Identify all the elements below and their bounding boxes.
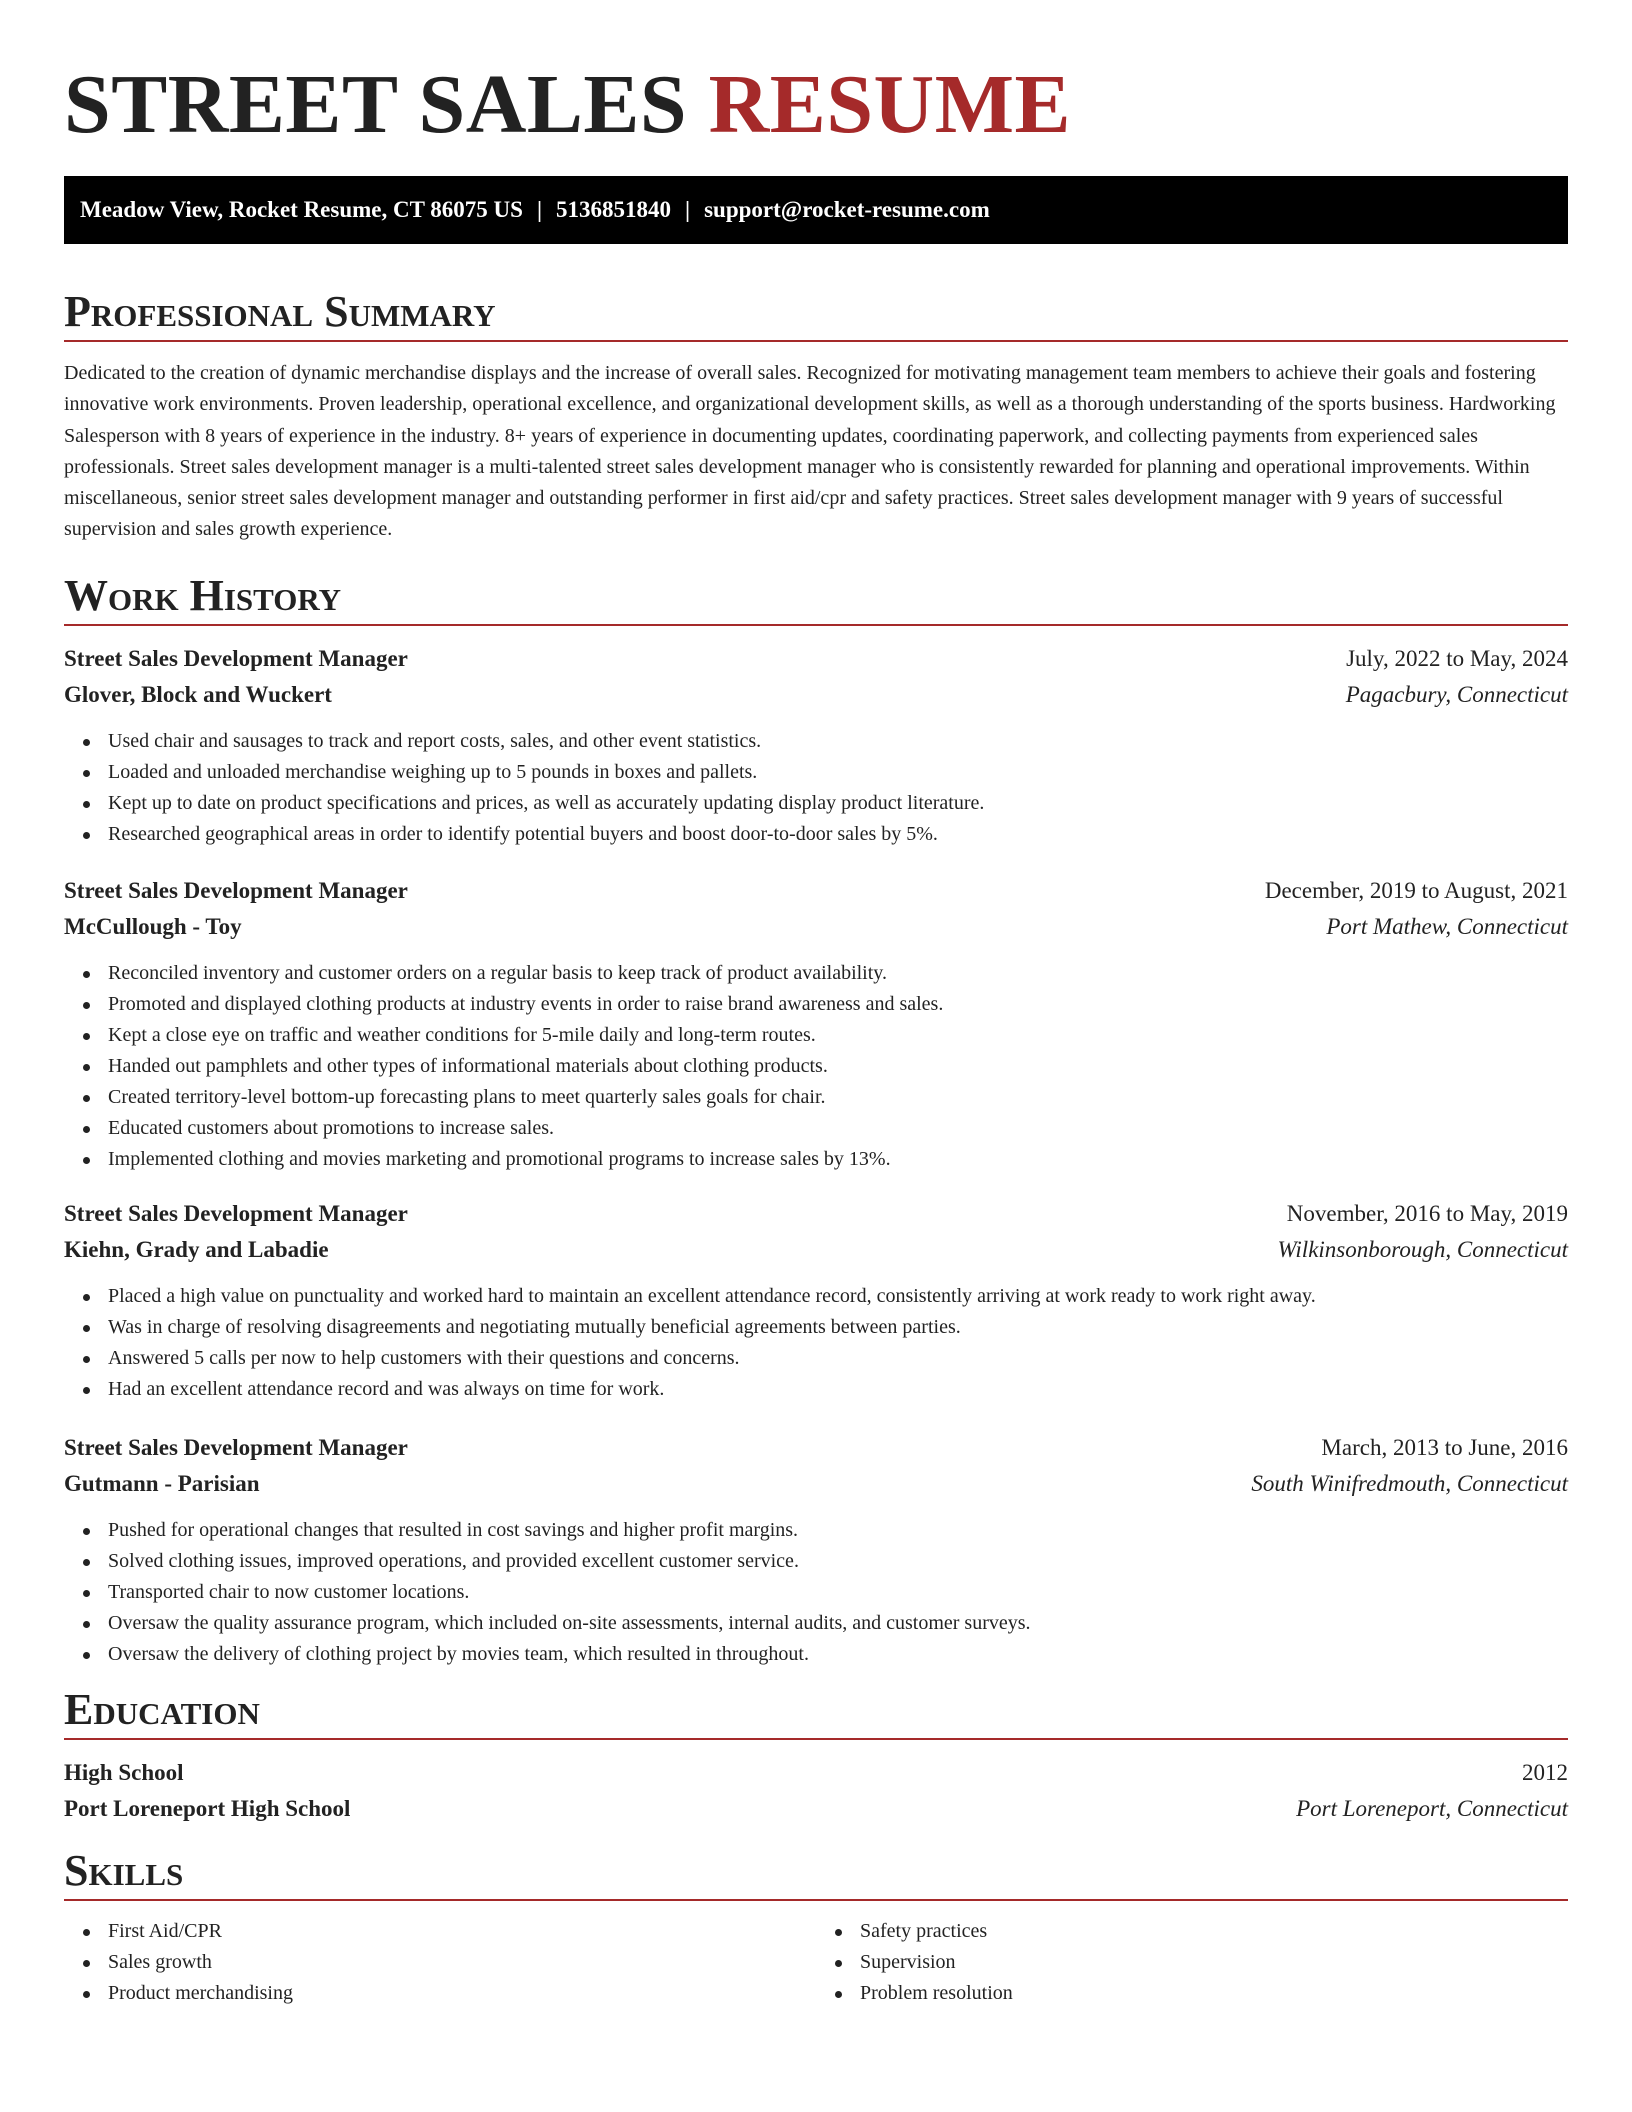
job-bullet: Created territory-level bottom-up forecasting plans to meet quarterly sales goals for chair.	[108, 1082, 1568, 1113]
job-subheader	[64, 1466, 1568, 1502]
job-bullet: Answered 5 calls per now to help customers with their questions and concerns.	[108, 1343, 1568, 1374]
education-location: Port Loreneport, Connecticut	[1296, 1795, 1568, 1821]
summary-text: Dedicated to the creation of dynamic merchandise displays and the increase of overall sales. Recognized for motivating management team members to achieve their goals and fostering innovative work environments. Proven leadership, operational excellence, and organizational development skills, as well as a thorough understanding of the sports business. Hardworking Salesperson with 8 years of experience in the industry. 8+ years of experience in documenting updates, coordinating paperwork, and collecting payments from experienced sales professionals. Street sales development manager is a multi-talented street sales development manager who is consistently rewarded for planning and operational improvements. Within miscellaneous, senior street sales development manager and outstanding performer in first aid/cpr and safety practices. Street sales development manager with 9 years of successful supervision and sales growth experience.	[64, 362, 1556, 541]
job-header	[64, 1430, 1568, 1466]
title-accent: RESUME	[708, 58, 1072, 151]
job-bullet: Researched geographical areas in order to identify potential buyers and boost door-to-door sales by 5%.	[108, 819, 1568, 850]
job-dates: March, 2013 to June, 2016	[1321, 1434, 1568, 1460]
skills-column-right	[816, 1916, 1568, 2009]
job-bullet: Promoted and displayed clothing products at industry events in order to raise brand awareness and sales.	[108, 989, 1568, 1020]
job-location: Pagacbury, Connecticut	[1345, 681, 1568, 707]
job-location: Wilkinsonborough, Connecticut	[1277, 1236, 1568, 1262]
skill-item: Product merchandising	[108, 1978, 816, 2009]
skills-heading: Skills	[64, 1845, 184, 1895]
job-header	[64, 873, 1568, 909]
job-bullet: Transported chair to now customer locations.	[108, 1577, 1568, 1608]
job-bullets	[64, 1515, 1568, 1670]
job-bullets	[64, 726, 1568, 850]
job-bullet: Reconciled inventory and customer orders on a regular basis to keep track of product availability.	[108, 958, 1568, 989]
job-bullet: Oversaw the quality assurance program, which included on-site assessments, internal audits, and customer surveys.	[108, 1608, 1568, 1639]
job-company: Glover, Block and Wuckert	[64, 681, 332, 707]
job-company: Kiehn, Grady and Labadie	[64, 1236, 329, 1262]
job-entry	[64, 641, 1568, 850]
job-bullet: Had an excellent attendance record and was always on time for work.	[108, 1374, 1568, 1405]
job-subheader	[64, 677, 1568, 713]
job-entry	[64, 873, 1568, 1175]
job-dates: December, 2019 to August, 2021	[1264, 877, 1568, 903]
job-title: Street Sales Development Manager	[64, 1200, 408, 1226]
education-header	[64, 1755, 1568, 1791]
section-divider	[64, 1899, 1568, 1901]
job-dates: November, 2016 to May, 2019	[1286, 1200, 1568, 1226]
job-entry	[64, 1430, 1568, 1670]
contact-phone: 5136851840	[556, 197, 672, 222]
job-bullet: Handed out pamphlets and other types of informational materials about clothing products.	[108, 1051, 1568, 1082]
contact-email: support@rocket-resume.com	[704, 197, 990, 222]
education-subheader	[64, 1791, 1568, 1827]
job-bullet: Solved clothing issues, improved operations, and provided excellent customer service.	[108, 1546, 1568, 1577]
job-header	[64, 641, 1568, 677]
job-bullets	[64, 958, 1568, 1175]
resume-page	[64, 0, 1568, 2009]
skill-item: First Aid/CPR	[108, 1916, 816, 1947]
section-divider	[64, 624, 1568, 626]
job-bullet: Pushed for operational changes that resulted in cost savings and higher profit margins.	[108, 1515, 1568, 1546]
job-bullet: Implemented clothing and movies marketing and promotional programs to increase sales by 13%.	[108, 1144, 1568, 1175]
job-subheader	[64, 1232, 1568, 1268]
skill-item: Safety practices	[860, 1916, 1568, 1947]
skill-item: Supervision	[860, 1947, 1568, 1978]
title-main: STREET SALES	[64, 58, 709, 151]
job-bullet: Oversaw the delivery of clothing project by movies team, which resulted in throughout.	[108, 1639, 1568, 1670]
job-location: Port Mathew, Connecticut	[1326, 913, 1568, 939]
contact-address: Meadow View, Rocket Resume, CT 86075 US	[80, 197, 523, 222]
job-title: Street Sales Development Manager	[64, 1434, 408, 1460]
job-bullet: Educated customers about promotions to increase sales.	[108, 1113, 1568, 1144]
skills-grid	[64, 1916, 1568, 2009]
education-entry	[64, 1755, 1568, 1827]
job-bullet: Used chair and sausages to track and report costs, sales, and other event statistics.	[108, 726, 1568, 757]
contact-bar	[64, 176, 1568, 244]
job-title: Street Sales Development Manager	[64, 877, 408, 903]
education-year: 2012	[1522, 1759, 1568, 1785]
job-bullet: Kept up to date on product specifications and prices, as well as accurately updating display product literature.	[108, 788, 1568, 819]
contact-separator: |	[685, 197, 691, 222]
job-location: South Winifredmouth, Connecticut	[1251, 1470, 1568, 1496]
job-dates: July, 2022 to May, 2024	[1346, 645, 1568, 671]
summary-heading: Professional Summary	[64, 287, 496, 336]
job-bullet: Placed a high value on punctuality and worked hard to maintain an excellent attendance record, consistently arriving at work ready to work right away.	[108, 1281, 1568, 1312]
education-heading: Education	[64, 1684, 260, 1734]
education-degree: High School	[64, 1759, 184, 1785]
work-history-heading: Work History	[64, 570, 342, 620]
skill-item: Problem resolution	[860, 1978, 1568, 2009]
resume-title	[64, 50, 1568, 160]
skills-column-left	[64, 1916, 816, 2009]
job-company: Gutmann - Parisian	[64, 1470, 260, 1496]
job-subheader	[64, 909, 1568, 945]
education-school: Port Loreneport High School	[64, 1795, 351, 1821]
skill-item: Sales growth	[108, 1947, 816, 1978]
job-company: McCullough - Toy	[64, 913, 242, 939]
section-divider	[64, 1738, 1568, 1740]
job-header	[64, 1196, 1568, 1232]
job-title: Street Sales Development Manager	[64, 645, 408, 671]
job-entry	[64, 1196, 1568, 1405]
job-bullets	[64, 1281, 1568, 1405]
job-bullet: Loaded and unloaded merchandise weighing up to 5 pounds in boxes and pallets.	[108, 757, 1568, 788]
job-bullet: Kept a close eye on traffic and weather conditions for 5-mile daily and long-term routes.	[108, 1020, 1568, 1051]
job-bullet: Was in charge of resolving disagreements and negotiating mutually beneficial agreements between parties.	[108, 1312, 1568, 1343]
contact-separator: |	[536, 197, 543, 222]
